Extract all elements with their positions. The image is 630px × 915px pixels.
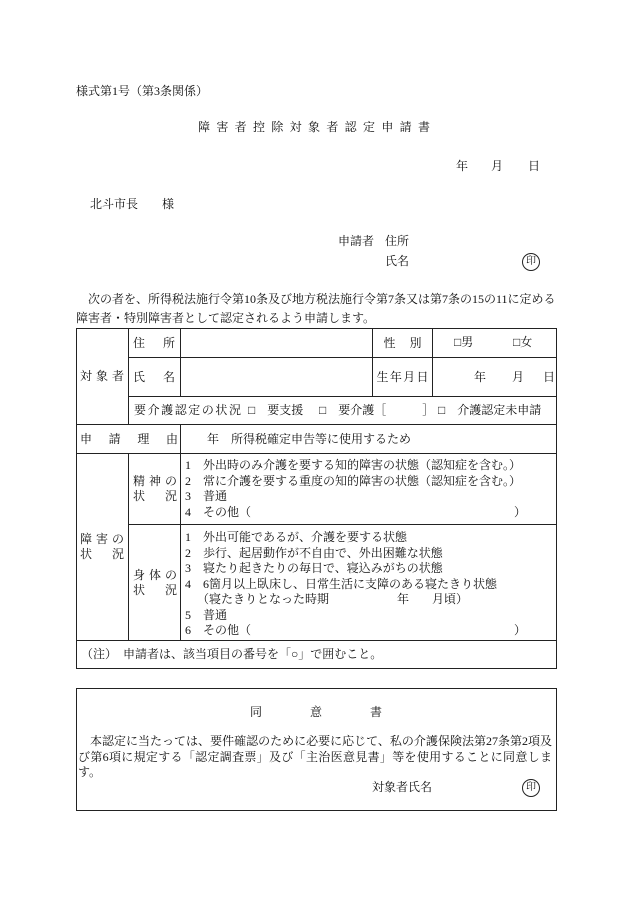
intro-paragraph bbox=[76, 290, 556, 328]
care-status-label: 要介護認定の状況 bbox=[134, 403, 241, 417]
subject-name-label-cell bbox=[129, 358, 181, 397]
item-text: 外出可能であるが、介護を要する状態 bbox=[203, 530, 408, 544]
table-row-reason bbox=[77, 425, 557, 454]
consent-paragraph bbox=[78, 734, 552, 781]
item-text: 常に介護を要する重度の知的障害の状態（認知症を含む。） bbox=[203, 473, 522, 488]
consent-box bbox=[76, 688, 557, 811]
item-number: 2 bbox=[185, 473, 191, 488]
item-close-paren: ） bbox=[514, 623, 527, 637]
intro-line: 障害者・特別障害者として認定されるよう申請します。 bbox=[76, 311, 376, 325]
reason-label-cell bbox=[77, 425, 181, 454]
item-number: 1 bbox=[185, 458, 191, 472]
birth-day-label: 日 bbox=[543, 370, 556, 384]
item-number: 4 bbox=[185, 576, 191, 591]
list-item bbox=[181, 505, 556, 521]
bedridden-period-line bbox=[181, 592, 556, 608]
subject-label: 対象者 bbox=[80, 369, 124, 384]
subject-name-field bbox=[181, 358, 373, 397]
birth-year-label: 年 bbox=[474, 370, 487, 384]
list-item bbox=[181, 474, 556, 490]
note-text: （注） 申請者は、該当項目の番号を「○」で囲むこと。 bbox=[81, 647, 383, 661]
consent-line: す。 bbox=[78, 765, 102, 779]
intro-line: 次の者を、所得税法施行令第10条及び地方税法施行令第7条又は第7条の15の11に定める bbox=[76, 292, 556, 306]
gender-option-male: □男 bbox=[454, 335, 474, 349]
item-number: 3 bbox=[185, 489, 191, 503]
table-row-care-status bbox=[77, 397, 557, 425]
list-item bbox=[181, 530, 556, 546]
mental-label-cell bbox=[129, 454, 181, 525]
care-status-cell bbox=[129, 397, 557, 425]
date-day-label: 日 bbox=[528, 159, 541, 173]
consent-line: 本認定に当たっては、要件確認のために必要に応じて、私の介護保険法第27条第2項及 bbox=[78, 734, 552, 748]
care-option-support: □ 要支援 bbox=[248, 403, 304, 417]
item-text: その他（ bbox=[203, 504, 252, 519]
item-text: 寝たり起きたりの毎日で、寝込みがちの状態 bbox=[203, 561, 443, 575]
disability-header-cell bbox=[77, 454, 129, 641]
applicant-seal-mark: 印 bbox=[522, 253, 540, 271]
subject-header-cell bbox=[77, 329, 129, 425]
physical-label-cell bbox=[129, 525, 181, 641]
form-number: 様式第1号（第3条関係） bbox=[76, 84, 209, 98]
physical-label: 身体の状況 bbox=[133, 567, 177, 597]
item-text: その他（ bbox=[203, 623, 252, 637]
gender-label: 性別 bbox=[383, 335, 422, 350]
reason-label: 申請理由 bbox=[80, 431, 178, 446]
table-row-physical bbox=[77, 525, 557, 641]
mental-options-cell bbox=[181, 454, 557, 525]
list-item bbox=[181, 577, 556, 593]
note-cell bbox=[77, 641, 557, 669]
consent-name-label: 対象者氏名 bbox=[372, 780, 433, 794]
consent-title: 同意書 bbox=[250, 705, 382, 719]
applicant-name-label: 氏名 bbox=[385, 254, 410, 268]
item-number: 2 bbox=[185, 545, 191, 560]
form-title: 障害者控除対象者認定申請書 bbox=[198, 120, 430, 134]
consent-seal-mark: 印 bbox=[522, 779, 540, 797]
care-option-care-level: □ 要介護［ ］ bbox=[319, 403, 435, 417]
gender-options-cell bbox=[433, 329, 557, 358]
item-text: 歩行、起居動作が不自由で、外出困難な状態 bbox=[203, 545, 443, 560]
date-month-label: 月 bbox=[491, 159, 504, 173]
item-number: 1 bbox=[185, 530, 191, 544]
item-number: 5 bbox=[185, 607, 191, 622]
date-year-label: 年 bbox=[456, 159, 469, 173]
birth-date-label: 生年月日 bbox=[376, 369, 429, 384]
physical-options-cell bbox=[181, 525, 557, 641]
item-text: 普通 bbox=[203, 607, 228, 622]
item-text: 6箇月以上臥床し、日常生活に支障のある寝たきり状態 bbox=[203, 576, 498, 591]
subject-address-label-cell bbox=[129, 329, 181, 358]
mental-label: 精神の状況 bbox=[133, 474, 177, 503]
item-number: 3 bbox=[185, 561, 191, 575]
list-item bbox=[181, 489, 556, 505]
bedridden-period-year: 年 bbox=[397, 592, 410, 606]
gender-label-cell bbox=[373, 329, 433, 358]
list-item bbox=[181, 608, 556, 624]
mental-option-list bbox=[181, 454, 556, 520]
gender-option-female: □女 bbox=[513, 335, 533, 349]
item-text: 外出時のみ介護を要する知的障害の状態（認知症を含む。） bbox=[203, 458, 522, 472]
subject-address-field bbox=[181, 329, 373, 358]
list-item bbox=[181, 546, 556, 562]
birth-month-label: 月 bbox=[512, 370, 525, 384]
subject-name-label: 氏名 bbox=[133, 369, 175, 384]
applicant-address-label: 住所 bbox=[385, 234, 410, 248]
table-row-mental bbox=[77, 454, 557, 525]
reason-cell bbox=[181, 425, 557, 454]
list-item bbox=[181, 458, 556, 474]
table-row-note bbox=[77, 641, 557, 669]
application-table bbox=[76, 328, 557, 669]
item-text: 普通 bbox=[203, 489, 228, 503]
item-number: 6 bbox=[185, 623, 191, 637]
item-number: 4 bbox=[185, 504, 191, 519]
bedridden-period-month: 月頃） bbox=[432, 592, 469, 606]
consent-line: び第6項に規定する「認定調査票」及び「主治医意見書」等を使用することに同意しま bbox=[78, 749, 552, 764]
addressee: 北斗市長 様 bbox=[90, 197, 175, 211]
subject-address-label: 住所 bbox=[133, 335, 175, 350]
table-row-address bbox=[77, 329, 557, 358]
applicant-label: 申請者 bbox=[338, 234, 375, 248]
disability-label: 障害の状況 bbox=[80, 532, 124, 561]
reason-text: 年 所得税確定申告等に使用するため bbox=[207, 431, 412, 446]
list-item bbox=[181, 623, 556, 639]
care-option-not-applied: □ 介護認定未申請 bbox=[438, 403, 542, 417]
birth-date-label-cell bbox=[373, 358, 433, 397]
list-item bbox=[181, 561, 556, 577]
table-row-name bbox=[77, 358, 557, 397]
item-close-paren: ） bbox=[514, 504, 527, 519]
physical-option-list bbox=[181, 525, 556, 639]
bedridden-period-label: （寝たきりとなった時期 bbox=[197, 592, 330, 606]
birth-date-field bbox=[433, 358, 557, 397]
